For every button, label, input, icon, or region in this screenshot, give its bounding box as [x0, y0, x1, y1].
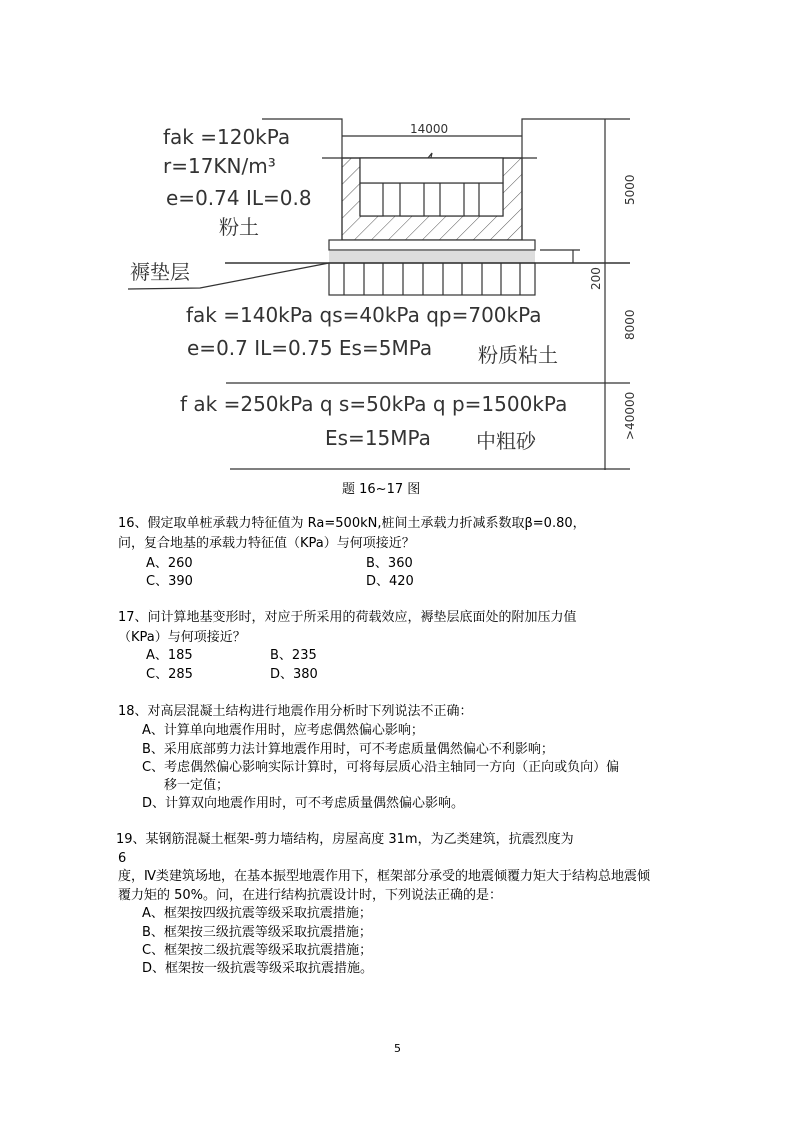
q19-option-d: D、框架按一级抗震等级采取抗震措施。	[142, 961, 374, 976]
dimension-14000	[342, 122, 522, 136]
q18-option-d: D、计算双向地震作用时，可不考虑质量偶然偏心影响。	[142, 796, 465, 811]
layer2-line2: e=0.7 IL=0.75 Es=5MPa	[187, 336, 433, 360]
layer1-e-il: e=0.74 IL=0.8	[166, 186, 312, 210]
q19-option-c: C、框架按二级抗震等级采取抗震措施；	[142, 943, 373, 958]
q16-line2: 问，复合地基的承载力特征值（KPa）与何项接近？	[118, 536, 415, 551]
layer3-name: 中粗砂	[476, 429, 536, 453]
q19-option-b: B、框架按三级抗震等级采取抗震措施；	[142, 925, 372, 940]
raft-slab	[329, 240, 535, 250]
q17-option-d: D、380	[270, 667, 318, 682]
q18-option-c2: 移一定值；	[164, 778, 230, 793]
svg-text:8000: 8000	[623, 309, 637, 340]
q16-option-a: A、260	[146, 556, 193, 571]
q18-option-c1: C、考虑偶然偏心影响实际计算时，可将每层质心沿主轴同一方向（正向或负向）偏	[142, 760, 620, 775]
q16-option-c: C、390	[146, 574, 193, 589]
q17-line1: 17、问计算地基变形时，对应于所采用的荷载效应，褥垫层底面处的附加压力值	[118, 610, 577, 625]
q19-line3: 度，Ⅳ类建筑场地，在基本振型地震作用下，框架部分承受的地震倾覆力矩大于结构总地震倾	[118, 869, 650, 884]
cushion-layer	[329, 251, 535, 263]
layer1-gamma: r=17KN/m³	[163, 154, 276, 178]
q18-option-a: A、计算单向地震作用时，应考虑偶然偏心影响；	[142, 723, 424, 738]
q18-line1: 18、对高层混凝土结构进行地震作用分析时下列说法不正确：	[118, 704, 473, 719]
foundation-figure	[0, 0, 794, 480]
svg-text:14000: 14000	[410, 122, 449, 136]
layer1-fak: fak =120kPa	[163, 125, 291, 149]
q16-option-d: D、420	[366, 574, 414, 589]
layer1-name: 粉土	[219, 215, 259, 239]
q19-line2: 6	[118, 851, 127, 866]
piles	[329, 263, 535, 295]
q18-option-b: B、采用底部剪力法计算地震作用时，可不考虑质量偶然偏心不利影响；	[142, 742, 554, 757]
q17-option-a: A、185	[146, 648, 193, 663]
right-dimensions	[540, 119, 637, 470]
svg-text:200: 200	[589, 267, 603, 290]
layer3-line1: f ak =250kPa q s=50kPa q p=1500kPa	[180, 392, 568, 416]
svg-text:5000: 5000	[623, 174, 637, 205]
q17-option-c: C、285	[146, 667, 193, 682]
basement-box	[322, 153, 537, 240]
page-number: 5	[394, 1042, 401, 1055]
cushion-label: 褥垫层	[130, 260, 190, 284]
layer3-line2: Es=15MPa	[325, 426, 431, 450]
q19-option-a: A、框架按四级抗震等级采取抗震措施；	[142, 906, 372, 921]
svg-text:>40000: >40000	[623, 391, 637, 440]
q16-option-b: B、360	[366, 556, 413, 571]
layer2-line1: fak =140kPa qs=40kPa qp=700kPa	[186, 303, 542, 327]
q19-line4: 覆力矩的 50%。问，在进行结构抗震设计时，下列说法正确的是：	[118, 888, 503, 903]
q17-option-b: B、235	[270, 648, 317, 663]
q17-line2: （KPa）与何项接近？	[118, 630, 246, 645]
q16-line1: 16、假定取单桩承载力特征值为 Ra=500kN,桩间土承载力折减系数取β=0.80，	[118, 516, 586, 531]
figure-caption: 题 16~17 图	[342, 482, 421, 497]
layer2-name: 粉质粘土	[478, 343, 558, 367]
q19-line1: 19、某钢筋混凝土框架-剪力墙结构，房屋高度 31m，为乙类建筑，抗震烈度为	[116, 832, 574, 847]
